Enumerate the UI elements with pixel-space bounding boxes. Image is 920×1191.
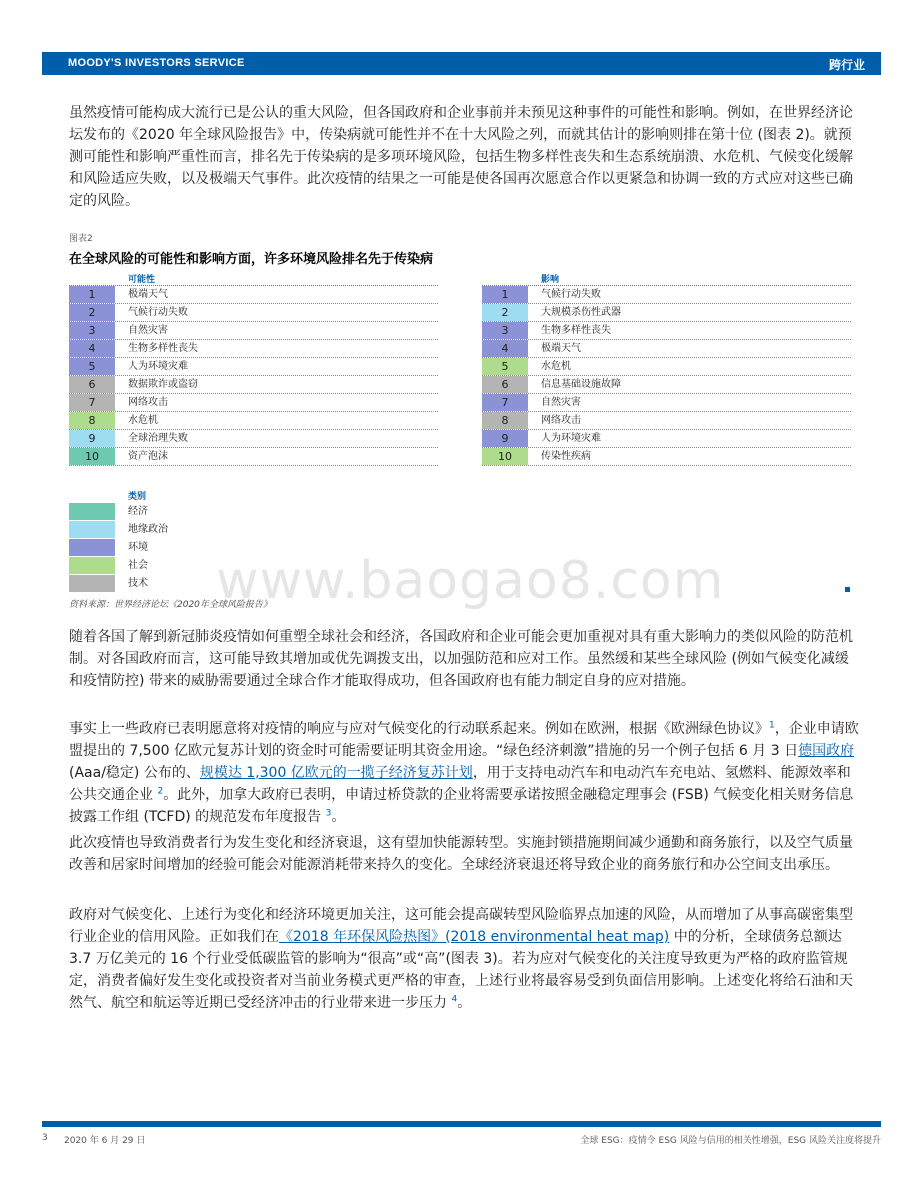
footnote-ref-1[interactable]: 1 — [769, 720, 775, 731]
likelihood-rank-cell: 1 — [69, 286, 115, 303]
impact-row — [482, 340, 851, 358]
impact-rank-cell: 5 — [482, 358, 528, 375]
brand-name: MOODY'S INVESTORS SERVICE — [68, 57, 245, 69]
likelihood-row — [69, 448, 438, 466]
impact-risk-label: 自然灾害 — [541, 397, 581, 408]
paragraph-3 — [69, 718, 861, 828]
likelihood-risk-label: 人为环境灾难 — [128, 361, 188, 372]
impact-header — [482, 270, 851, 286]
legend-header — [69, 486, 189, 503]
likelihood-rank-cell: 8 — [69, 412, 115, 429]
legend-swatch — [69, 557, 115, 574]
legend-item — [69, 539, 189, 557]
impact-rank-cell: 6 — [482, 376, 528, 393]
legend-label: 社会 — [128, 560, 148, 571]
likelihood-row — [69, 322, 438, 340]
footnote-ref-4[interactable]: 4 — [451, 994, 458, 1005]
likelihood-risk-label: 数据欺诈或盗窃 — [128, 379, 198, 390]
likelihood-row — [69, 340, 438, 358]
paragraph-2: 随着各国了解到新冠肺炎疫情如何重塑全球社会和经济，各国政府和企业可能会更加重视对具有重大影响力的类似风险的防范机制。对各国政府而言，这可能导致其增加或优先调拨支出，以加强防范和应对工作。虽然缓和某些全球风险 (例如气候变化减缓和疫情防控) 带来的威胁需要通过全球合作才能取得成功，但各国政府也有能力制定自身的应对措施。 — [69, 629, 853, 689]
link-environmental-heat-map[interactable]: 《2018 年环保风险热图》(2018 environmental heat map) — [279, 929, 670, 945]
likelihood-risk-label: 自然灾害 — [128, 325, 168, 336]
p3-text-d: ，用于支持电动汽车和电动汽车充电站、氢燃料、能源效率和公共交通企业 — [69, 765, 851, 803]
impact-row — [482, 412, 851, 430]
likelihood-header-label: 可能性 — [128, 275, 156, 285]
likelihood-risk-label: 水危机 — [128, 415, 158, 426]
legend-item — [69, 575, 189, 593]
impact-risk-label: 传染性疾病 — [541, 451, 591, 462]
p3-text-a: 事实上一些政府已表明愿意将对疫情的响应与应对气候变化的行动联系起来。例如在欧洲，根据《欧洲绿色协议》 — [69, 721, 769, 737]
section-label: 跨行业 — [828, 58, 865, 72]
impact-row — [482, 358, 851, 376]
footer-date: 2020 年 6 月 29 日 — [64, 1136, 146, 1146]
likelihood-risk-label: 全球治理失败 — [128, 433, 188, 444]
footer-page-number: 3 — [42, 1133, 48, 1143]
likelihood-rank-cell: 2 — [69, 304, 115, 321]
likelihood-row — [69, 412, 438, 430]
paragraph-4: 此次疫情也导致消费者行为发生变化和经济衰退，这有望加快能源转型。实施封锁措施期间减少通勤和商务旅行，以及空气质量改善和居家时间增加的经验可能会对能源消耗带来持久的变化。全球经济衰退还将导致企业的商务旅行和办公空间支出承压。 — [69, 835, 853, 873]
legend-label: 环境 — [128, 542, 148, 553]
impact-row — [482, 430, 851, 448]
impact-table — [482, 270, 851, 466]
footer-rule — [42, 1121, 881, 1127]
likelihood-risk-label: 气候行动失败 — [128, 307, 188, 318]
impact-risk-label: 人为环境灾难 — [541, 433, 601, 444]
impact-row — [482, 394, 851, 412]
exhibit-label: 图表2 — [69, 234, 93, 244]
legend-item — [69, 557, 189, 575]
likelihood-row — [69, 286, 438, 304]
legend-swatch — [69, 575, 115, 592]
likelihood-rank-cell: 5 — [69, 358, 115, 375]
impact-risk-label: 信息基础设施故障 — [541, 379, 621, 390]
impact-rank-cell: 2 — [482, 304, 528, 321]
likelihood-rank-cell: 10 — [69, 448, 115, 465]
p3-text-b: ，企业申请欧盟提出的 7,500 亿欧元复苏计划的资金时可能需要证明其资金用途。“绿色经济刺激”措施的另一个例子包括 6 月 3 日 — [69, 721, 859, 759]
impact-row — [482, 376, 851, 394]
exhibit-title: 在全球风险的可能性和影响方面，许多环境风险排名先于传染病 — [69, 252, 434, 267]
impact-risk-label: 极端天气 — [541, 343, 581, 354]
impact-row — [482, 322, 851, 340]
likelihood-table — [69, 270, 438, 466]
likelihood-row — [69, 430, 438, 448]
impact-risk-label: 网络攻击 — [541, 415, 581, 426]
category-legend — [69, 486, 189, 593]
legend-swatch — [69, 539, 115, 556]
impact-risk-label: 气候行动失败 — [541, 289, 601, 300]
header-bar — [42, 52, 881, 75]
likelihood-row — [69, 304, 438, 322]
p3-text-e: 。此外，加拿大政府已表明，申请过桥贷款的企业将需要承诺按照金融稳定理事会 (FSB) 气候变化相关财务信息披露工作组 (TCFD) 的规范发布年度报告 — [69, 787, 854, 825]
legend-label: 技术 — [128, 578, 148, 589]
impact-rank-cell: 4 — [482, 340, 528, 357]
likelihood-risk-label: 生物多样性丧失 — [128, 343, 198, 354]
legend-item — [69, 521, 189, 539]
impact-risk-label: 水危机 — [541, 361, 571, 372]
legend-swatch — [69, 503, 115, 520]
likelihood-rank-cell: 3 — [69, 322, 115, 339]
impact-rank-cell: 9 — [482, 430, 528, 447]
p5-text-c: 。 — [457, 995, 472, 1011]
legend-swatch — [69, 521, 115, 538]
likelihood-risk-label: 资产泡沫 — [128, 451, 168, 462]
paragraph-5 — [69, 904, 861, 1014]
legend-label: 经济 — [128, 506, 148, 517]
legend-label: 地缘政治 — [128, 524, 168, 535]
impact-risk-label: 生物多样性丧失 — [541, 325, 611, 336]
likelihood-row — [69, 394, 438, 412]
p3-text-c: (Aaa/稳定) 公布的、 — [69, 765, 200, 781]
legend-item — [69, 503, 189, 521]
impact-rank-cell: 8 — [482, 412, 528, 429]
likelihood-rank-cell: 4 — [69, 340, 115, 357]
impact-rank-cell: 3 — [482, 322, 528, 339]
impact-rank-cell: 1 — [482, 286, 528, 303]
impact-row — [482, 304, 851, 322]
corner-marker — [845, 587, 850, 592]
impact-rank-cell: 10 — [482, 448, 528, 465]
impact-row — [482, 448, 851, 466]
likelihood-row — [69, 358, 438, 376]
watermark: www.baogao8.com — [216, 551, 725, 611]
p5-text-a: 政府对气候变化、上述行为变化和经济环境更加关注，这可能会提高碳转型风险临界点加速的风险，从而增加了从事高碳密集型行业企业的信用风险。正如我们在 — [69, 907, 853, 945]
footnote-ref-3[interactable]: 3 — [325, 808, 332, 819]
likelihood-risk-label: 极端天气 — [128, 289, 168, 300]
exhibit-source: 资料来源：世界经济论坛《2020年全球风险报告》 — [69, 600, 272, 610]
footer-document-title: 全球 ESG：疫情令 ESG 风险与信用的相关性增强，ESG 风险关注度将提升 — [580, 1136, 881, 1146]
legend-header-label: 类别 — [128, 492, 147, 502]
likelihood-rank-cell: 6 — [69, 376, 115, 393]
likelihood-header — [69, 270, 438, 286]
likelihood-row — [69, 376, 438, 394]
p3-text-f: 。 — [331, 809, 346, 825]
likelihood-rank-cell: 9 — [69, 430, 115, 447]
impact-risk-label: 大规模杀伤性武器 — [541, 307, 621, 318]
likelihood-rank-cell: 7 — [69, 394, 115, 411]
impact-header-label: 影响 — [541, 275, 560, 285]
paragraph-1: 虽然疫情可能构成大流行已是公认的重大风险，但各国政府和企业事前并未预见这种事件的可能性和影响。例如，在世界经济论坛发布的《2020 年全球风险报告》中，传染病就可能性并不在十大风险之列，而就其估计的影响则排在第十位 (图表 2)。就预测可能性和影响严重性而言，排名先于传染病的是多项环境风险，包括生物多样性丧失和生态系统崩溃、水危机、气候变化缓解和风险适应失败，以及极端天气事件。此次疫情的结果之一可能是使各国再次愿意合作以更紧急和协调一致的方式应对这些已确定的风险。 — [69, 105, 853, 209]
link-recovery-package[interactable]: 规模达 1,300 亿欧元的一揽子经济复苏计划 — [199, 765, 473, 781]
link-german-government[interactable]: 德国政府 — [798, 743, 855, 759]
impact-row — [482, 286, 851, 304]
p5-text-b: 中的分析，全球债务总额达 3.7 万亿美元的 16 个行业受低碳监管的影响为“很高”或“高”(图表 3)。若为应对气候变化的关注度导致更为严格的政府监管规定，消费者偏好发生变化或投资者对当前业务模式更严格的审查，上述行业将最容易受到负面信用影响。上述变化将给石油和天然气、航空和航运等近期已受经济冲击的行业带来进一步压力 — [69, 929, 853, 1011]
footnote-ref-2[interactable]: 2 — [157, 786, 164, 797]
likelihood-risk-label: 网络攻击 — [128, 397, 168, 408]
impact-rank-cell: 7 — [482, 394, 528, 411]
